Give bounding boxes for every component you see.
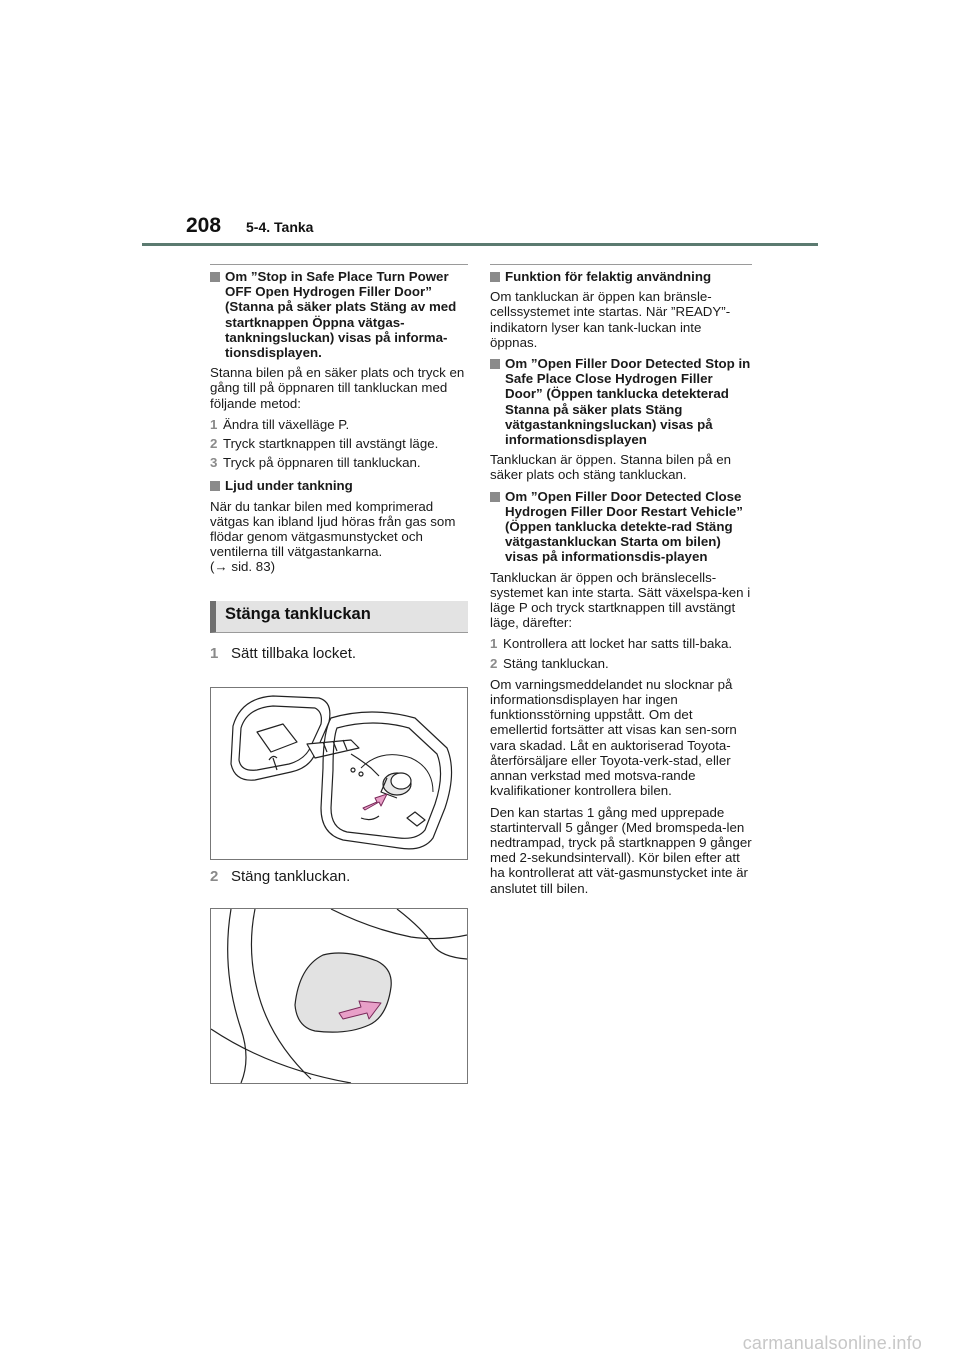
paragraph-stop-method: Stanna bilen på en säker plats och tryck en gång till på öppnaren till tankluckan med följande metod: xyxy=(210,365,465,411)
step-number: 2 xyxy=(210,436,218,452)
heading-refuel-sound: Ljud under tankning xyxy=(210,478,468,493)
left-column xyxy=(210,264,468,1084)
heading-door-detected-restart: Om ”Open Filler Door Detected Close Hydrogen Filler Door Restart Vehicle” (Öppen tanklucka detekte-rad Stäng vätgastankluckan Starta om bilen) visas på informationsdis-playen xyxy=(490,489,752,565)
paragraph-door-open-stop: Tankluckan är öppen. Stanna bilen på en säker plats och stäng tankluckan. xyxy=(490,452,731,483)
step-text: Tryck startknappen till avstängt läge. xyxy=(223,436,439,452)
section-title-bar xyxy=(210,601,468,633)
step-number: 2 xyxy=(210,867,219,885)
close-step-2 xyxy=(210,868,468,886)
step-number: 1 xyxy=(210,644,219,662)
section-label: 5-4. Tanka xyxy=(246,219,314,235)
heading-door-detected-stop: Om ”Open Filler Door Detected Stop in Safe Place Close Hydrogen Filler Door” (Öppen tanklucka detekterad Stanna på säker plats Stäng vätgastankningsluckan) visas på informationsdisplayen xyxy=(490,356,752,447)
step-item xyxy=(210,417,468,432)
step-item xyxy=(210,455,468,470)
step-number: 1 xyxy=(490,636,498,652)
step-number: 3 xyxy=(210,455,218,471)
step-number: 2 xyxy=(490,655,498,671)
paragraph-cannot-start: Tankluckan är öppen och bränslecells-systemet kan inte starta. Sätt växelspa-ken i läge P och tryck startknappen till avstängt läge, därefter: xyxy=(490,569,751,631)
paragraph-warning-message: Om varningsmeddelandet nu slocknar på informationsdisplayen har ingen funktionsstörning uppstått. Om det emellertid fortsätter att visas kan sen-sorn vara skadad. Låt en auktoriserad Toyota-återförsäljare eller Toyota-verk-stad, eller annan verkstad med motsva-rande kvalifikationer kontrollera bilen. xyxy=(490,676,737,799)
header-rule xyxy=(142,243,818,246)
close-step-1 xyxy=(210,645,468,663)
page-number: 208 xyxy=(186,214,222,237)
paragraph-misuse: Om tankluckan är öppen kan bränsle-cellssystemet inte startas. När ”READY”-indikatorn lyser kan tank-luckan inte öppnas. xyxy=(490,289,731,350)
step-text: Tryck på öppnaren till tankluckan. xyxy=(223,455,421,471)
step-text: Kontrollera att locket har satts till-baka. xyxy=(503,636,733,652)
paragraph-restart-interval: Den kan startas 1 gång med upprepade startintervall 5 gånger (Med bromspeda-len nedtrampad, tryck på startknappen 9 gånger med 2-sekundsintervall). Kör bilen efter att ha kontrollerat att vät-gasmunstycket inte är anslutet till bilen. xyxy=(490,804,752,896)
step-item xyxy=(490,656,752,671)
step-text: Sätt tillbaka locket. xyxy=(231,644,357,662)
step-text: Stäng tankluckan. xyxy=(503,655,609,671)
watermark-text: carmanualsonline.info xyxy=(742,1333,922,1353)
heading-stop-safe-place: Om ”Stop in Safe Place Turn Power OFF Open Hydrogen Filler Door” (Stanna på säker plats Stäng av med startknappen Öppna vätgas-tankningsluckan) visas på informa-tionsdisplayen. xyxy=(210,264,468,360)
page-reference: (→ sid. 83) xyxy=(210,559,276,575)
watermark xyxy=(0,1330,960,1358)
heading-misuse-function: Funktion för felaktig användning xyxy=(490,264,752,284)
section-title: Stänga tankluckan xyxy=(225,604,371,623)
step-number: 1 xyxy=(210,416,218,432)
right-column xyxy=(490,264,752,902)
step-item xyxy=(490,636,752,651)
step-text: Stäng tankluckan. xyxy=(231,867,351,885)
closed-lid-illustration xyxy=(210,908,468,1084)
paragraph-refuel-sound: När du tankar bilen med komprimerad vätgas kan ibland ljud höras från gas som flödar genom vätgasmunstycket och ventilerna till vätgastankarna. xyxy=(210,498,456,560)
step-text: Ändra till växelläge P. xyxy=(223,416,350,432)
step-item xyxy=(210,436,468,451)
cap-illustration xyxy=(210,687,468,860)
